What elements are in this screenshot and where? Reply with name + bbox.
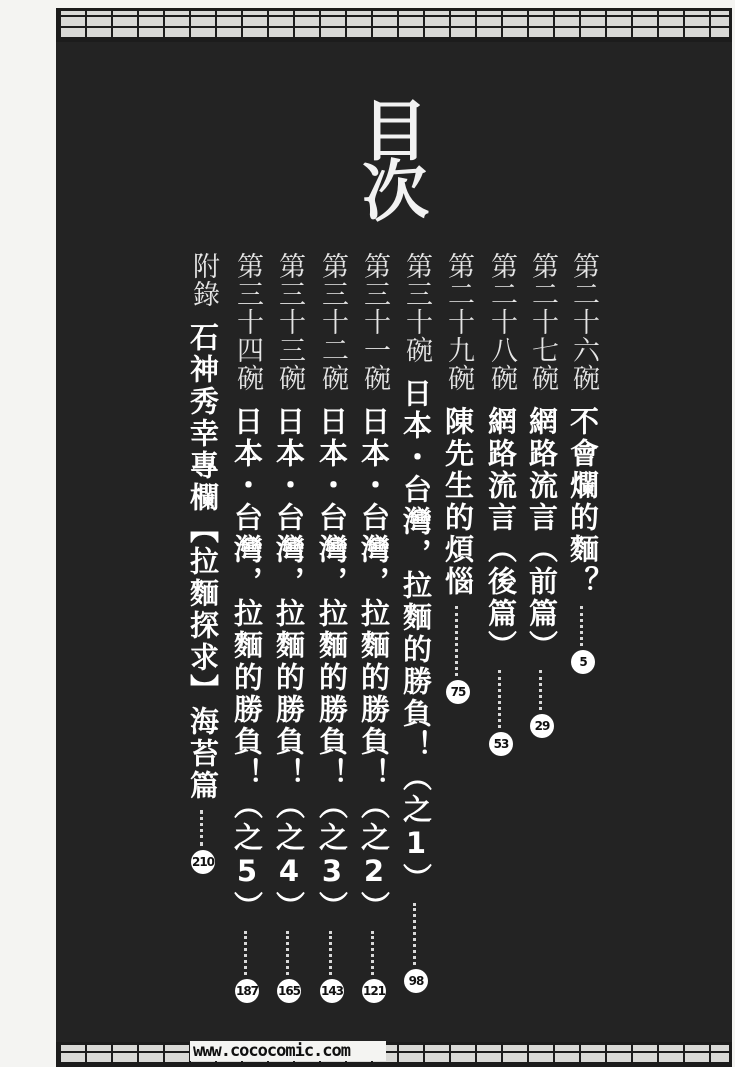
leader-dots bbox=[539, 670, 545, 710]
chapter-title: 網路流言（前篇） bbox=[525, 406, 559, 662]
chapter-label: 第二十九碗 bbox=[443, 252, 474, 392]
chapter-label: 第三十四碗 bbox=[232, 252, 263, 392]
leader-dots bbox=[498, 670, 504, 728]
chapter-label: 第三十一碗 bbox=[359, 252, 390, 392]
leader-dots bbox=[455, 606, 461, 676]
chapter-title: 網路流言（後篇） bbox=[484, 406, 518, 662]
toc-entry[interactable] bbox=[525, 252, 559, 738]
chapter-title: 不會爛的麵？ bbox=[566, 406, 600, 598]
toc-entry[interactable] bbox=[272, 252, 306, 1003]
chapter-label: 第二十六碗 bbox=[568, 252, 599, 392]
leader-dots bbox=[200, 810, 206, 846]
chapter-label: 第二十八碗 bbox=[486, 252, 517, 392]
toc-title-char-1: 目 bbox=[362, 92, 428, 170]
toc-entry[interactable] bbox=[399, 252, 433, 993]
chapter-title: 陳先生的煩惱 bbox=[441, 406, 475, 598]
chapter-title: 日本・台灣，拉麵的勝負！（之5） bbox=[230, 406, 264, 923]
page-number: 98 bbox=[404, 969, 428, 993]
chapter-label: 第三十碗 bbox=[401, 252, 432, 364]
chapter-title: 石神秀幸專欄【拉麵探求】海苔篇 bbox=[186, 322, 220, 802]
leader-dots bbox=[413, 903, 419, 965]
leader-dots bbox=[244, 931, 250, 975]
leader-dots bbox=[286, 931, 292, 975]
chapter-label: 第三十三碗 bbox=[274, 252, 305, 392]
watermark-url: www.cococomic.com bbox=[190, 1041, 386, 1061]
page-number: 53 bbox=[489, 732, 513, 756]
toc-entry[interactable] bbox=[230, 252, 264, 1003]
toc-title-char-2: 次 bbox=[359, 149, 431, 233]
page-number: 165 bbox=[277, 979, 301, 1003]
toc-entry[interactable] bbox=[186, 252, 220, 874]
toc-entry[interactable] bbox=[357, 252, 391, 1003]
toc-entry[interactable] bbox=[315, 252, 349, 1003]
page-number: 121 bbox=[362, 979, 386, 1003]
leader-dots bbox=[580, 606, 586, 646]
page-number: 210 bbox=[191, 850, 215, 874]
chapter-title: 日本・台灣，拉麵的勝負！（之1） bbox=[399, 378, 433, 895]
toc-entry[interactable] bbox=[484, 252, 518, 756]
chapter-title: 日本・台灣，拉麵的勝負！（之2） bbox=[357, 406, 391, 923]
page-number: 143 bbox=[320, 979, 344, 1003]
chapter-label: 第二十七碗 bbox=[527, 252, 558, 392]
chapter-title: 日本・台灣，拉麵的勝負！（之3） bbox=[315, 406, 349, 923]
toc-entry[interactable] bbox=[566, 252, 600, 674]
page-number: 75 bbox=[446, 680, 470, 704]
chapter-title: 日本・台灣，拉麵的勝負！（之4） bbox=[272, 406, 306, 923]
chapter-label: 第三十二碗 bbox=[317, 252, 348, 392]
page-number: 187 bbox=[235, 979, 259, 1003]
top-border-pattern bbox=[56, 8, 732, 42]
bottom-border-pattern bbox=[56, 1042, 732, 1067]
page-number: 29 bbox=[530, 714, 554, 738]
leader-dots bbox=[371, 931, 377, 975]
leader-dots bbox=[329, 931, 335, 975]
chapter-label: 附錄 bbox=[188, 252, 219, 308]
page-number: 5 bbox=[571, 650, 595, 674]
toc-entry[interactable] bbox=[441, 252, 475, 704]
